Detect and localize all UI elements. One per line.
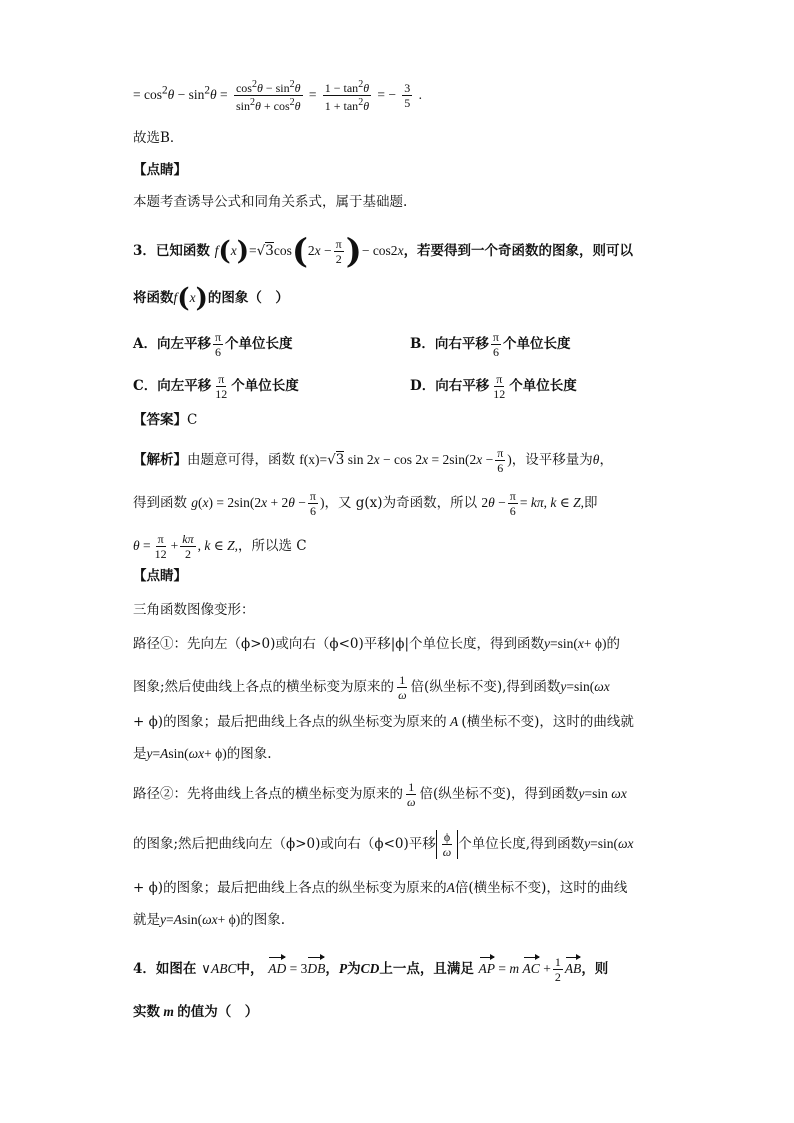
question-number: 4．	[133, 961, 156, 977]
path1-line-1: 路径①：先向左（ϕ>0)或向右（ϕ<0)平移|ϕ|个单位长度，得到函数y=sin(x+ ϕ)的	[133, 636, 621, 652]
question-3-stem-cont: 将函数f(x)的图象（ ）	[133, 283, 289, 314]
path2-line-1: 路径②：先将曲线上各点的横坐标变为原来的 $\frac{1}{\omega}$ 倍(纵坐标不变)，得到函数y=sin ωx	[133, 780, 627, 809]
path2-line-4: 就是y=Asin(ωx+ ϕ)的图象.	[133, 912, 286, 928]
dianjing-heading-2: 【点睛】	[133, 568, 187, 584]
path1-line-4: 是y=Asin(ωx+ ϕ)的图象.	[133, 746, 272, 762]
dianjing-heading: 【点睛】	[133, 162, 187, 178]
comment-text: 本题考查诱导公式和同角关系式，属于基础题.	[133, 194, 408, 210]
path1-line-2: 图象;然后使曲线上各点的横坐标变为原来的 $\frac{1}{\omega}$ 倍(纵坐标不变),得到函数y=sin(ωx	[133, 673, 610, 702]
formula-line: = $\cos^2\theta - \sin^2\theta$ = $\frac{\cos^2\theta - \sin^2\theta}{\sin^2\theta + \cos^2\theta}$ = $\frac{1 - \tan^2\theta}{1 + \tan^2\theta}$ = − $\frac{3}{5}$ .	[133, 79, 422, 113]
question-3-stem: 3．已知函数 f(x)=√3cos(2x − $\frac{\pi}{2}$ )− cos2x，若要得到一个奇函数的图象，则可以	[133, 231, 634, 272]
option-b: B．向右平移 $\frac{\pi}{6}$ 个单位长度	[410, 330, 571, 359]
option-a: A．向左平移 $\frac{\pi}{6}$ 个单位长度	[133, 330, 293, 359]
question-number: 3．	[133, 243, 156, 259]
path1-line-3: + ϕ)的图象；最后把曲线上各点的纵坐标变为原来的 A (横坐标不变)，这时的曲线就	[133, 714, 634, 730]
path2-line-2: 的图象;然后把曲线向左（ϕ>0)或向右（ϕ<0)平移 $\frac{\phi}{\omega}$ 个单位长度,得到函数y=sin(ωx	[133, 830, 634, 859]
analysis-line-3: θ = $\frac{\pi}{12}$ + $\frac{k\pi}{2}$ , k ∈ Z,，所以选 C	[133, 532, 307, 561]
analysis-line-1: 【解析】由题意可得，函数 f(x)=√3 sin 2x − cos 2x = 2sin(2x − $\frac{\pi}{6}$ )，设平移量为θ，	[133, 446, 613, 475]
transform-title: 三角函数图像变形：	[133, 602, 255, 618]
answer-choice-text: 故选B．	[133, 130, 184, 146]
analysis-line-2: 得到函数 g(x) = 2sin(2x + 2θ − $\frac{\pi}{6}$ )，又 g(x)为奇函数，所以 2θ − $\frac{\pi}{6}$ = kπ, k ∈ Z,即	[133, 489, 598, 518]
option-c: C．向左平移 $\frac{\pi}{12}$ 个单位长度	[133, 372, 299, 401]
answer-value: C	[187, 412, 198, 428]
question-4-stem: 4．如图在 ∨ABC中， AD = 3DB，P为CD上一点，且满足 AP = m AC + $\frac{1}{2}$ AB，则	[133, 955, 609, 984]
question-4-stem-cont: 实数 m 的值为（ ）	[133, 1004, 259, 1020]
path2-line-3: + ϕ)的图象；最后把曲线上各点的纵坐标变为原来的A倍(横坐标不变)，这时的曲线	[133, 880, 628, 896]
option-d: D．向右平移 $\frac{\pi}{12}$ 个单位长度	[410, 372, 577, 401]
answer-line: 【答案】C	[133, 412, 198, 428]
